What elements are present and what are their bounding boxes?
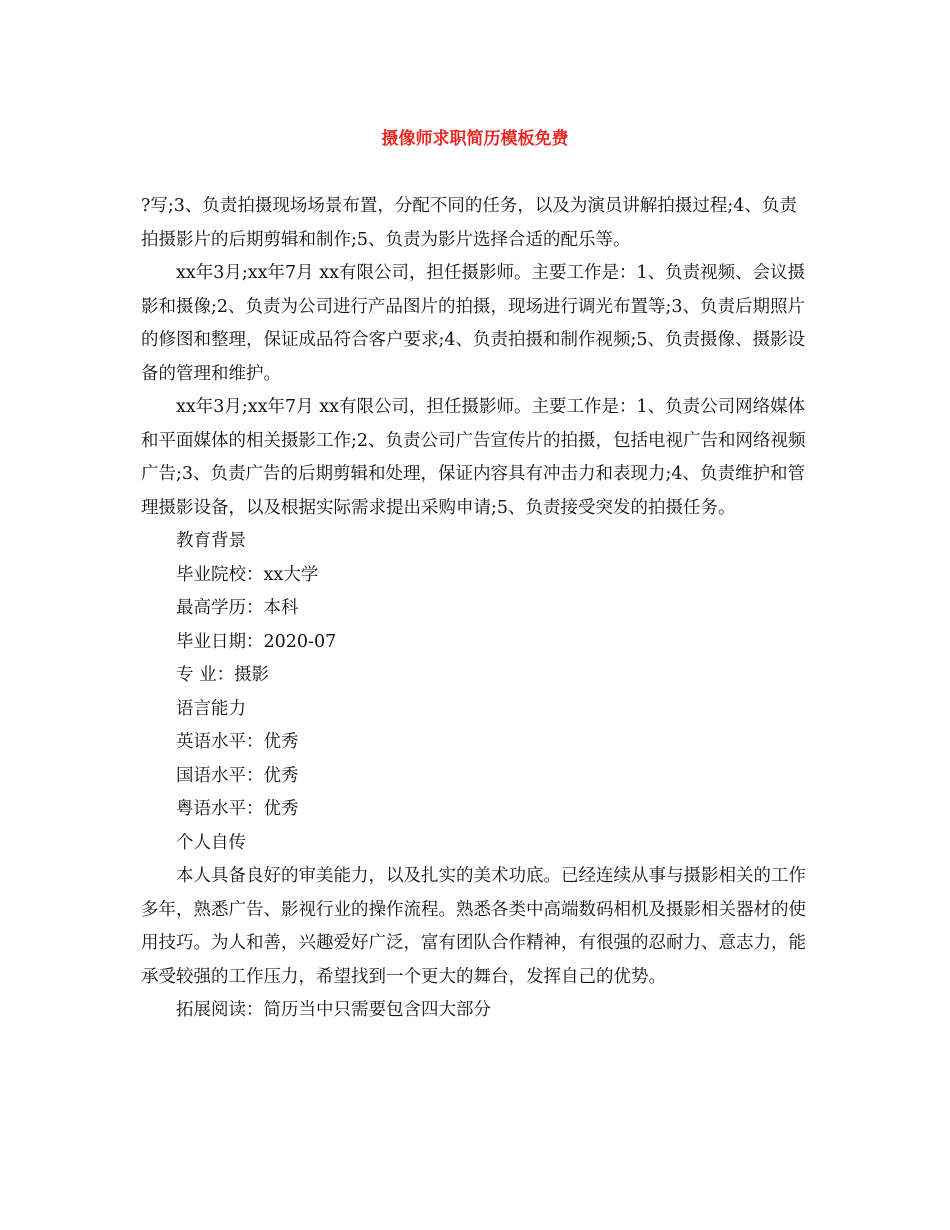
paragraph-work-continued: ?写;3、负责拍摄现场场景布置，分配不同的任务，以及为演员讲解拍摄过程;4、负责拍摄影片的后期剪辑和制作;5、负责为影片选择合适的配乐等。 [141, 196, 797, 250]
section-heading-education: 教育背景 [176, 531, 246, 551]
document-title: 摄像师求职简历模板免费 [381, 129, 569, 149]
education-school: 毕业院校：xx大学 [176, 564, 319, 585]
paragraph-autobiography: 本人具备良好的审美能力，以及扎实的美术功底。已经连续从事与摄影相关的工作多年，熟悉广告、影视行业的操作流程。熟悉各类中高端数码相机及摄影相关器材的使用技巧。为人和善，兴趣爱好广泛，富有团队合作精神，有很强的忍耐力、意志力，能承受较强的工作压力，希望找到一个更大的舞台，发挥自己的优势。 [141, 866, 806, 987]
language-english: 英语水平：优秀 [176, 732, 299, 752]
language-cantonese: 粤语水平：优秀 [176, 799, 299, 819]
paragraph-work-experience-2: xx年3月;xx年7月 xx有限公司，担任摄影师。主要工作是：1、负责公司网络媒体和平面媒体的相关摄影工作;2、负责公司广告宣传片的拍摄，包括电视广告和网络视频广告;3、负责广告的后期剪辑和处理，保证内容具有冲击力和表现力;4、负责维护和管理摄影设备，以及根据实际需求提出采购申请;5、负责接受突发的拍摄任务。 [141, 397, 806, 518]
section-heading-autobiography: 个人自传 [176, 832, 246, 853]
education-major: 专 业：摄影 [176, 665, 270, 685]
language-mandarin: 国语水平：优秀 [176, 765, 299, 786]
education-degree: 最高学历：本科 [176, 598, 299, 618]
education-graduation-date: 毕业日期：2020-07 [176, 631, 337, 652]
section-heading-language: 语言能力 [176, 698, 246, 719]
paragraph-extended-reading: 拓展阅读：简历当中只需要包含四大部分 [176, 1000, 491, 1020]
paragraph-work-experience-1: xx年3月;xx年7月 xx有限公司，担任摄影师。主要工作是：1、负责视频、会议摄影和摄像;2、负责为公司进行产品图片的拍摄，现场进行调光布置等;3、负责后期照片的修图和整理，保证成品符合客户要求;4、负责拍摄和制作视频;5、负责摄像、摄影设备的管理和维护。 [141, 263, 806, 384]
document-body [141, 190, 811, 1028]
